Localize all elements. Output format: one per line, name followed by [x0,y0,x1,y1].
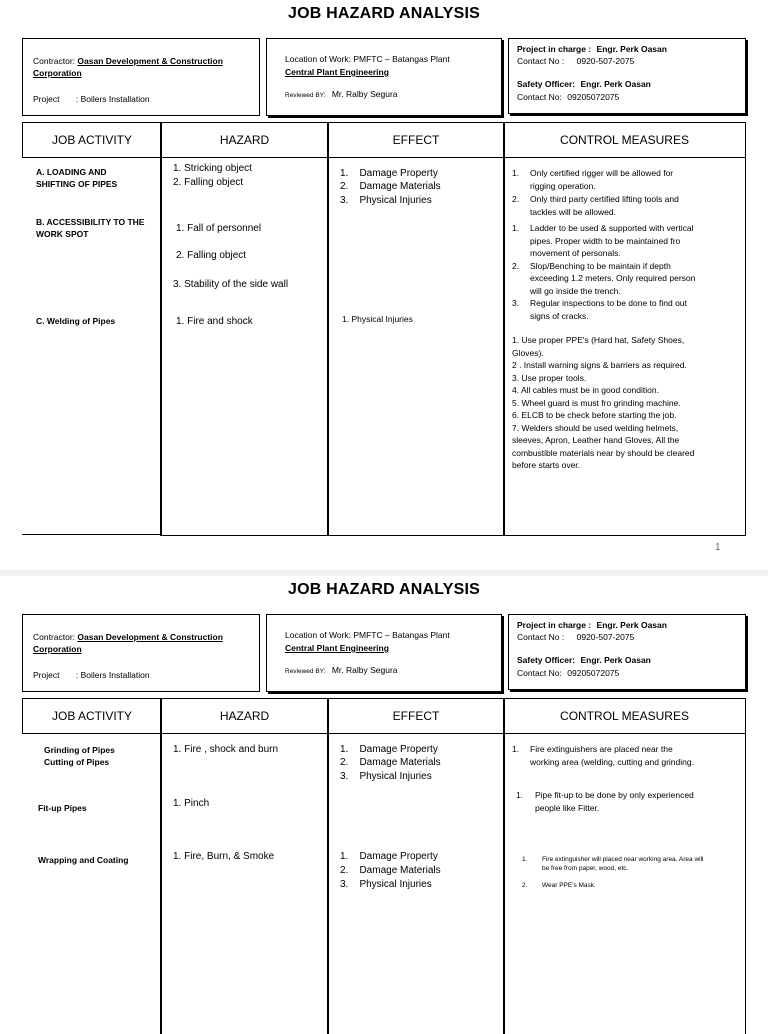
hazard-item: 1. Fire and shock [176,316,253,327]
location-value: Central Plant Engineering [285,67,389,77]
project-label: Project [33,94,60,104]
control-text: combustible materials near by should be cleared [512,447,695,458]
contractor-box [22,38,260,116]
control-number: 3. [512,298,520,308]
contact-value: 0920-507-2075 [576,56,635,66]
column-header-job-activity: JOB ACTIVITY [22,122,162,158]
control-text: Slop/Benching to be maintain if depth [530,260,671,271]
reviewed-value: Mr. Ralby Segura [331,665,398,675]
activity-b [36,216,144,240]
control-text: Fire extinguisher will placed near working area. Area will [542,856,704,863]
control-group-wrapping [522,855,742,890]
control-text: Fire extinguishers are placed near the [530,744,673,754]
page-title: JOB HAZARD ANALYSIS [288,5,480,22]
control-text: Only certified rigger will be allowed for [530,168,674,178]
hazard-item: 2. Falling object [176,250,247,261]
pic-line [517,43,667,55]
safety-line [517,654,651,666]
control-text: tackles will be allowed. [530,206,616,217]
effect-item: 2. Damage Materials [340,757,441,768]
contractor-value-2: Corporation [33,644,82,654]
pic-label: Project in charge : [517,620,592,630]
page-2 [0,576,768,1024]
contact-label-2: Contact No: [517,92,562,102]
project-in-charge-box [508,614,746,690]
control-text: movement of personals. [530,248,621,258]
column-header-control-measures: CONTROL MEASURES [503,122,746,158]
control-text: 6. ELCB to be check before starting the job. [512,410,677,420]
control-number: 2. [512,194,520,204]
reviewed-label: Reviewed BY: [285,668,326,675]
contractor-value-2: Corporation [33,68,82,78]
activity-a [36,166,117,190]
contact-value-2: 09205072075 [567,92,620,102]
hazard-item: 1. Fire , shock and burn [173,744,279,755]
contractor-value: Oasan Development & Construction [77,56,223,66]
column-header-effect: EFFECT [327,698,505,734]
control-text: 2 . Install warning signs & barriers as required. [512,360,687,370]
reviewed-label: Reviewed BY: [285,92,326,99]
project-label: Project [33,670,60,680]
contact-line-1 [517,55,634,67]
contractor-label: Contractor: [33,632,76,642]
safety-line [517,78,651,90]
hazard-item: 2. Falling object [173,177,244,188]
project-in-charge-box [508,38,746,114]
pic-value: Engr. Perk Oasan [596,620,667,630]
location-value: Central Plant Engineering [285,643,389,653]
activity-c: C. Welding of Pipes [36,316,116,326]
hazard-column [160,158,329,536]
hazard-item: 1. Fire, Burn, & Smoke [173,851,275,862]
control-number: 1. [512,223,520,233]
activity-b-line-1: B. ACCESSIBILITY TO THE [36,217,145,227]
safety-label: Safety Officer: [517,655,576,665]
control-text: 5. Wheel guard is must fro grinding machine. [512,397,681,408]
safety-value: Engr. Perk Oasan [580,79,651,89]
pic-line [517,619,667,631]
activity-wrapping: Wrapping and Coating [38,855,129,865]
job-activity-column [22,734,162,1034]
control-text: Only third party certified lifting tools and [530,194,679,204]
control-text: signs of cracks. [530,310,589,321]
column-header-hazard: HAZARD [160,698,329,734]
effect-item: 3. Physical Injuries [340,195,432,206]
safety-value: Engr. Perk Oasan [580,655,651,665]
contractor-line [33,55,223,67]
control-number: 1. [512,168,520,178]
control-group-grinding [512,743,740,768]
control-text: exceeding 1.2 meters. Only required person [530,273,696,283]
control-text: 4. All cables must be in good condition. [512,385,659,395]
job-activity-column [22,158,162,535]
control-text: Ladder to be used & supported with vertical [530,223,694,233]
control-group-welding [512,334,742,472]
column-header-job-activity: JOB ACTIVITY [22,698,162,734]
control-group-fitup [516,789,740,814]
control-text: working area (welding, cutting and grinding. [530,756,694,767]
column-header-hazard: HAZARD [160,122,329,158]
control-number: 2. [512,260,520,271]
activity-a-line-2: SHIFTING OF PIPES [36,179,118,189]
contractor-value: Oasan Development & Construction [77,632,223,642]
activity-grinding [44,744,115,768]
hazard-column [160,734,329,1034]
effect-item: 3. Physical Injuries [340,771,432,782]
hazard-item: 1. Fall of personnel [176,223,262,234]
contact-label: Contact No : [517,632,565,642]
contact-label: Contact No : [517,56,565,66]
reviewed-line [285,89,398,99]
control-text: sleeves, Apron, Leather hand Gloves, All the [512,435,680,445]
control-text: 3. Use proper tools. [512,372,587,383]
control-text: Pipe fit-up to be done by only experienced [535,790,694,800]
contact-value-2: 09205072075 [567,668,620,678]
hazard-item: 3. Stability of the side wall [173,279,289,290]
control-text: before starts over. [512,460,581,470]
reviewed-value: Mr. Ralby Segura [331,89,398,99]
control-text: 7. Welders should be used welding helmets, [512,422,679,433]
location-label: Location of Work: PMFTC – Batangas Plant [285,54,450,64]
control-text: Wear PPE's Mask. [542,882,596,889]
project-line [33,669,150,681]
control-number: 2. [522,882,528,889]
effect-item: 1. Damage Property [340,851,438,862]
column-header-control-measures: CONTROL MEASURES [503,698,746,734]
effect-item: 1. Damage Property [340,168,438,179]
effect-item: 2. Damage Materials [340,181,441,192]
control-text: Gloves). [512,347,544,358]
contact-line-2 [517,667,619,679]
contractor-label: Contractor: [33,56,76,66]
effect-item: 2. Damage Materials [340,865,441,876]
control-text: 1. Use proper PPE's (Hard hat, Safety Shoes, [512,335,685,345]
contractor-line [33,631,223,643]
hazard-item: 1. Pinch [173,798,210,809]
project-value: : Boilers Installation [75,94,150,104]
control-text: rigging operation. [530,180,596,191]
control-number: 1. [512,744,520,754]
effect-item: 3. Physical Injuries [340,879,432,890]
hazard-item: 1. Stricking object [173,163,252,174]
reviewed-line [285,665,398,675]
activity-line: Cutting of Pipes [44,757,110,767]
control-text: be free from paper, wood, etc. [542,865,629,872]
page-number: 1 [715,542,721,553]
contact-label-2: Contact No: [517,668,562,678]
location-box [266,614,502,692]
control-text: pipes. Proper width to be maintained fro [530,235,681,246]
contact-value: 0920-507-2075 [576,632,635,642]
control-number: 1. [516,790,524,800]
control-text: people like Fitter. [535,802,600,813]
activity-fitup: Fit-up Pipes [38,803,87,813]
control-group-loading [512,167,740,322]
location-box [266,38,502,116]
control-text: Regular inspections to be done to find out [530,298,687,308]
contractor-box [22,614,260,692]
location-label: Location of Work: PMFTC – Batangas Plant [285,630,450,640]
safety-label: Safety Officer: [517,79,576,89]
contact-line-2 [517,91,619,103]
pic-label: Project in charge : [517,44,592,54]
effect-item: 1. Physical Injuries [342,314,413,324]
pic-value: Engr. Perk Oasan [596,44,667,54]
project-value: : Boilers Installation [75,670,150,680]
contact-line-1 [517,631,634,643]
page-title: JOB HAZARD ANALYSIS [288,581,480,598]
activity-b-line-2: WORK SPOT [36,229,89,239]
activity-a-line-1: A. LOADING AND [36,167,107,177]
control-text: will go inside the trench. [530,285,621,296]
activity-line: Grinding of Pipes [44,745,115,755]
column-header-effect: EFFECT [327,122,505,158]
effect-item: 1. Damage Property [340,744,438,755]
control-number: 1. [522,856,528,863]
effect-column [327,158,505,536]
project-line [33,93,150,105]
